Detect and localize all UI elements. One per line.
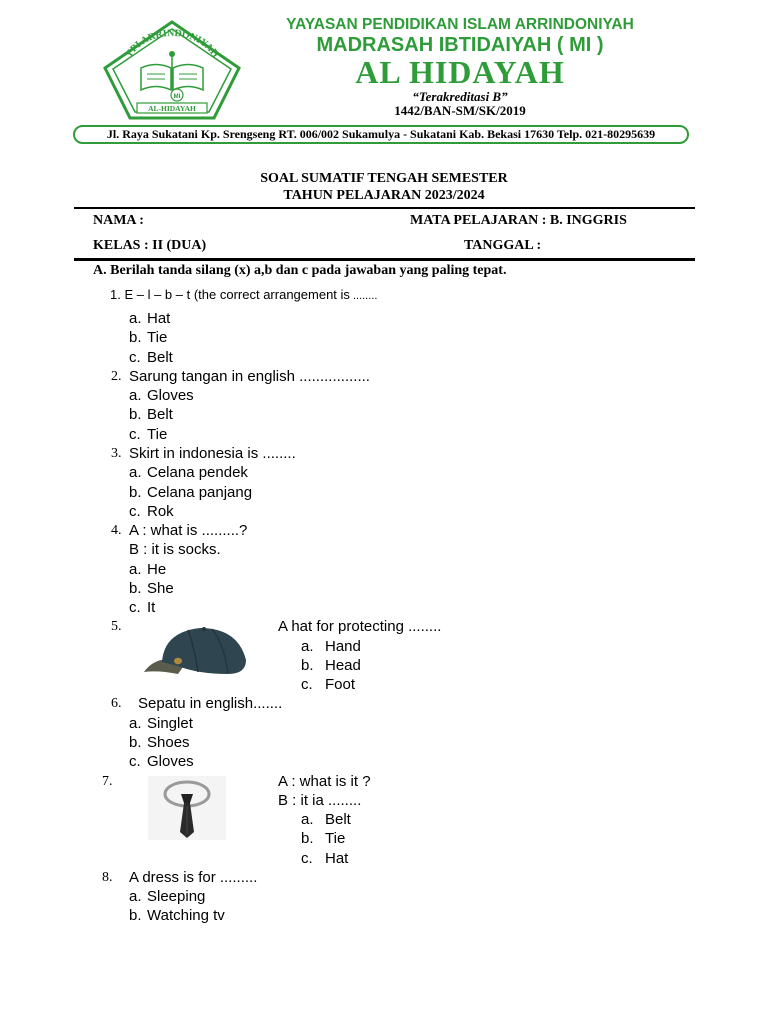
divider-bottom xyxy=(74,258,695,261)
option-c: c. Gloves xyxy=(129,753,194,770)
address-bar: Jl. Raya Sukatani Kp. Srengseng RT. 006/002 Sukamulya - Sukatani Kab. Bekasi 17630 Telp. 021-80295639 xyxy=(73,125,689,144)
option-c: c. It xyxy=(129,599,156,616)
question-number: 7. xyxy=(102,774,113,789)
school-logo xyxy=(103,20,241,120)
option-c: c. Rok xyxy=(129,503,174,520)
question-line-1: A : what is it ? xyxy=(278,773,371,790)
field-nama: NAMA : xyxy=(93,213,144,228)
option-a: a. Hat xyxy=(129,310,171,327)
option-b: b. Head xyxy=(301,657,361,674)
accreditation-text: “Terakreditasi B” xyxy=(412,89,508,104)
option-a: a. Singlet xyxy=(129,715,193,732)
option-c: c. Tie xyxy=(129,426,168,443)
option-b: b. She xyxy=(129,580,174,597)
option-a: a. He xyxy=(129,561,167,578)
exam-year: TAHUN PELAJARAN 2023/2024 xyxy=(283,188,485,203)
logo-ribbon-text: AL-HIDAYAH xyxy=(148,104,196,113)
option-c: c. Belt xyxy=(129,349,173,366)
question-text: A dress is for ......... xyxy=(129,869,258,886)
sk-number: 1442/BAN-SM/SK/2019 xyxy=(394,103,526,118)
question-number: 6. xyxy=(111,696,122,711)
cap-image xyxy=(138,616,250,682)
question-line-2: B : it is socks. xyxy=(129,541,221,558)
option-c: c. Foot xyxy=(301,676,356,693)
question-number: 5. xyxy=(111,619,122,634)
question-line-2: B : it ia ........ xyxy=(278,792,362,809)
question-number: 3. xyxy=(111,446,122,461)
option-a: a. Sleeping xyxy=(129,888,206,905)
option-b: b. Watching tv xyxy=(129,907,225,924)
option-a: a. Gloves xyxy=(129,387,194,404)
question-number: 8. xyxy=(102,870,113,885)
question-number: 2. xyxy=(111,369,122,384)
question-text: Skirt in indonesia is ........ xyxy=(129,445,296,462)
field-kelas: KELAS : II (DUA) xyxy=(93,238,207,253)
question-dots: ........ xyxy=(349,290,378,302)
field-mata-pelajaran: MATA PELAJARAN : B. INGGRIS xyxy=(410,213,627,228)
school-type: MADRASAH IBTIDAIYAH ( MI ) xyxy=(316,34,604,56)
necktie-image xyxy=(148,776,226,840)
question-number: 1. xyxy=(110,287,121,302)
option-b: b. Tie xyxy=(301,830,346,847)
logo-arc-text: YPI ARRINDONIYAH xyxy=(123,27,221,60)
option-a: a. Celana pendek xyxy=(129,464,248,481)
exam-title: SOAL SUMATIF TENGAH SEMESTER xyxy=(260,171,508,186)
option-a: a. Belt xyxy=(301,811,351,828)
question-text: Sarung tangan in english ................. xyxy=(129,368,370,385)
question-text: A hat for protecting ........ xyxy=(278,618,442,635)
question-text: E – l – b – t (the correct arrangement is xyxy=(124,287,350,302)
question-line-1: A : what is .........? xyxy=(129,522,248,539)
option-b: b. Shoes xyxy=(129,734,190,751)
instruction: A. Berilah tanda silang (x) a,b dan c pada jawaban yang paling tepat. xyxy=(93,263,507,278)
option-b: b. Belt xyxy=(129,406,173,423)
divider-top xyxy=(74,207,695,209)
logo-badge-text: MI xyxy=(173,94,181,100)
option-b: b. Tie xyxy=(129,329,168,346)
field-tanggal: TANGGAL : xyxy=(464,238,542,253)
question-number: 4. xyxy=(111,523,122,538)
option-b: b. Celana panjang xyxy=(129,484,253,501)
foundation-name: YAYASAN PENDIDIKAN ISLAM ARRINDONIYAH xyxy=(286,16,634,33)
school-name: AL HIDAYAH xyxy=(355,54,565,90)
option-c: c. Hat xyxy=(301,850,349,867)
question-1 xyxy=(110,287,377,302)
question-text: Sepatu in english....... xyxy=(138,695,283,712)
option-a: a. Hand xyxy=(301,638,361,655)
